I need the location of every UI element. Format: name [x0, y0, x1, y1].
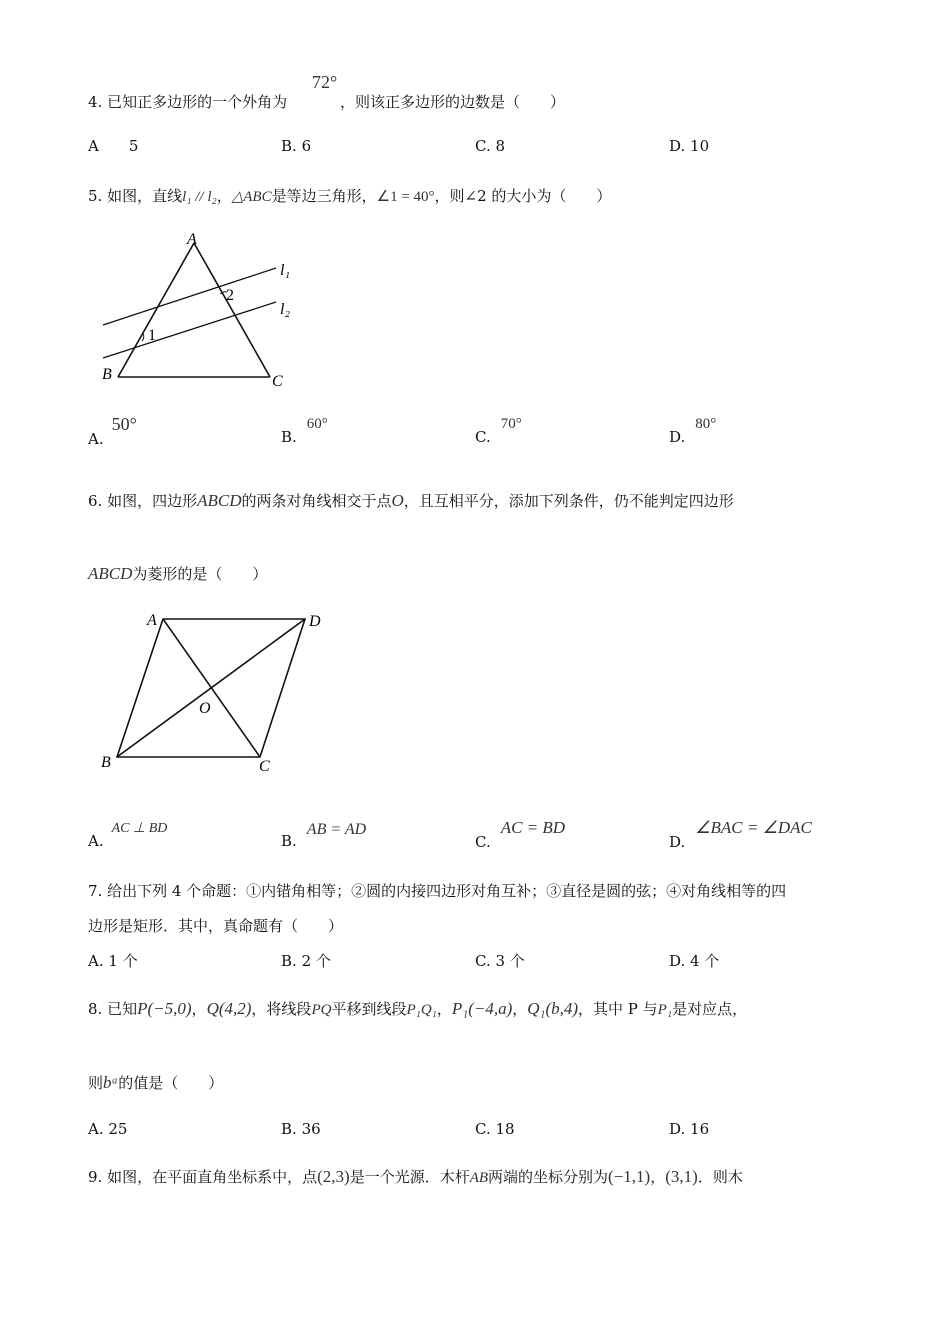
q8-option-b[interactable] — [281, 1120, 321, 1138]
q4-angle: 72° — [312, 72, 338, 92]
option-label: A. — [88, 952, 104, 970]
q8-option-c[interactable] — [475, 1120, 515, 1138]
option-label: B. — [281, 832, 297, 850]
side-ac — [194, 243, 270, 377]
q8-text-a: 已知 — [107, 1000, 138, 1018]
q4-stem — [88, 91, 287, 112]
option-label: B. — [281, 137, 297, 155]
option-label: A — [88, 137, 99, 155]
q9-coord-b: (3,1) — [665, 1167, 698, 1186]
label-b: B — [102, 366, 112, 383]
option-value: 2 个 — [301, 952, 331, 970]
option-value: ∠BAC = ∠DAC — [695, 818, 812, 837]
q5-option-b[interactable] — [281, 416, 328, 447]
q5-text-c: 是等边三角形， — [271, 187, 377, 205]
label-a: A — [187, 231, 197, 248]
option-label: C. — [475, 952, 491, 970]
q4-option-a[interactable] — [88, 137, 138, 155]
q8-line2-b: 的值是（ ） — [118, 1074, 224, 1092]
q8-point-p1: P₁(−4,a) — [451, 999, 513, 1018]
q7-option-b[interactable] — [281, 950, 331, 971]
option-label: C. — [475, 137, 491, 155]
q8-point-q: Q(4,2) — [206, 999, 252, 1018]
q9-stem — [88, 1166, 743, 1187]
q6-text-d: 为菱形的是（ ） — [132, 565, 268, 583]
q6-stem-line1 — [88, 490, 734, 511]
q9-number: 9. — [88, 1168, 103, 1186]
q5-triangle: △ABC — [231, 189, 272, 205]
q8-sep: ， — [512, 1000, 528, 1018]
side-ab — [118, 243, 194, 377]
line-l1 — [103, 268, 276, 325]
option-label: C. — [475, 428, 491, 446]
q8-sep: ， — [191, 1000, 207, 1018]
label-l2: l₂ — [280, 301, 291, 318]
label-d: D — [309, 613, 321, 630]
q8-option-d[interactable] — [669, 1120, 709, 1138]
option-value: 60° — [306, 416, 328, 432]
q7-option-a[interactable] — [88, 950, 138, 971]
option-value: 25 — [108, 1120, 128, 1138]
option-value: AC ⊥ BD — [111, 821, 168, 836]
q7-line1: 给出下列 4 个命题：①内错角相等；②圆的内接四边形对角互补；③直径是圆的弦；④对角线相等的四 — [107, 882, 787, 900]
q6-option-d[interactable] — [669, 818, 812, 852]
q8-text-e: 是对应点， — [672, 1000, 748, 1018]
label-c: C — [259, 758, 270, 775]
q8-segment-p1q1: P₁Q₁ — [406, 1002, 437, 1018]
line-l2 — [103, 302, 276, 358]
option-value: 1 个 — [108, 952, 138, 970]
option-value: 5 — [128, 137, 139, 155]
option-value: 70° — [500, 416, 522, 432]
q7-number: 7. — [88, 882, 103, 900]
q9-text-c: 两端的坐标分别为 — [488, 1168, 609, 1186]
q5-text-b: ， — [216, 187, 232, 205]
option-value: 50° — [111, 414, 137, 434]
label-o: O — [199, 700, 211, 717]
q8-point-p: P(−5,0) — [137, 999, 192, 1018]
q8-sep: ， — [436, 1000, 452, 1018]
q5-option-a[interactable] — [88, 414, 137, 449]
q6-figure — [95, 605, 340, 780]
q4-option-b[interactable] — [281, 137, 311, 155]
q8-text-c: 平移到线段 — [331, 1000, 407, 1018]
q6-option-c[interactable] — [475, 818, 566, 852]
q9-coord-a: (−1,1) — [608, 1167, 651, 1186]
q5-option-c[interactable] — [475, 416, 522, 447]
q8-stem-line1 — [88, 998, 747, 1019]
q8-point-q1: Q₁(b,4) — [527, 999, 579, 1018]
option-value: 3 个 — [495, 952, 525, 970]
q5-text-d: ，则∠2 的大小为（ ） — [434, 187, 612, 205]
q6-stem-line2 — [88, 563, 267, 584]
option-value: 80° — [695, 416, 717, 432]
q8-number: 8. — [88, 1000, 103, 1018]
q5-angle1: ∠1 = 40° — [376, 189, 435, 205]
label-c: C — [272, 373, 283, 390]
q4-text-b: ，则该正多边形的边数是（ ） — [340, 93, 566, 111]
diagonal-bd — [117, 619, 305, 757]
q6-option-a[interactable] — [88, 821, 168, 851]
q7-option-d[interactable] — [669, 950, 719, 971]
option-label: A. — [88, 430, 104, 448]
q8-text-b: ，将线段 — [251, 1000, 312, 1018]
q9-segment-ab: AB — [469, 1170, 489, 1186]
label-angle-1: 1 — [148, 327, 156, 344]
q6-quad: ABCD — [197, 491, 242, 510]
option-value: AC = BD — [500, 818, 566, 837]
q8-option-a[interactable] — [88, 1120, 127, 1138]
q6-text-c: ，且互相平分，添加下列条件，仍不能判定四边形 — [403, 492, 734, 510]
option-value: 4 个 — [690, 952, 720, 970]
option-label: B. — [281, 952, 297, 970]
option-label: D. — [669, 833, 686, 851]
option-label: D. — [669, 428, 686, 446]
q7-line2: 边形是矩形．其中，真命题有（ ） — [88, 917, 344, 935]
option-label: B. — [281, 428, 297, 446]
option-value: 10 — [690, 137, 710, 155]
option-label: D. — [669, 137, 686, 155]
option-label: C. — [475, 833, 491, 851]
option-value: 18 — [495, 1120, 515, 1138]
label-l1: l₁ — [280, 262, 291, 279]
q8-p1-label: P₁ — [657, 1002, 673, 1018]
option-value: 36 — [301, 1120, 321, 1138]
option-value: AB = AD — [306, 821, 367, 838]
option-label: C. — [475, 1120, 491, 1138]
option-value: 16 — [690, 1120, 710, 1138]
q9-text-d: ．则木 — [697, 1168, 743, 1186]
option-value: 8 — [495, 137, 506, 155]
q5-option-d[interactable] — [669, 416, 717, 447]
label-a: A — [147, 612, 157, 629]
q7-stem-line1 — [88, 880, 786, 901]
q8-expression: bᵃ — [103, 1073, 119, 1092]
q9-light-point: (2,3) — [317, 1167, 350, 1186]
q6-quad2: ABCD — [88, 564, 133, 583]
q4-text-a: 已知正多边形的一个外角为 — [107, 93, 288, 111]
q7-option-c[interactable] — [475, 950, 525, 971]
q6-text-a: 如图，四边形 — [107, 492, 198, 510]
q5-parallel: l₁ // l₂ — [182, 189, 217, 205]
option-label: A. — [88, 1120, 104, 1138]
q8-line2-a: 则 — [88, 1074, 104, 1092]
option-label: D. — [669, 1120, 686, 1138]
option-label: D. — [669, 952, 686, 970]
q5-figure — [90, 222, 310, 394]
q4-option-c[interactable] — [475, 137, 505, 155]
q5-text-a: 如图，直线 — [107, 187, 183, 205]
q9-text-a: 如图，在平面直角坐标系中，点 — [107, 1168, 318, 1186]
label-b: B — [101, 754, 111, 771]
q8-segment-pq: PQ — [311, 1002, 332, 1018]
q6-text-b: 的两条对角线相交于点 — [241, 492, 392, 510]
q9-sep: ， — [650, 1168, 666, 1186]
q5-number: 5. — [88, 187, 103, 205]
q9-text-b: 是一个光源．木杆 — [349, 1168, 470, 1186]
q8-stem-line2 — [88, 1072, 223, 1093]
q4-number: 4. — [88, 93, 103, 111]
q4-option-d[interactable] — [669, 137, 709, 155]
q6-option-b[interactable] — [281, 821, 367, 851]
option-label: A. — [88, 832, 104, 850]
label-angle-2: 2 — [226, 287, 234, 304]
option-label: B. — [281, 1120, 297, 1138]
option-value: 6 — [301, 137, 312, 155]
q5-stem — [88, 185, 611, 206]
q6-point: O — [391, 491, 404, 510]
q6-number: 6. — [88, 492, 103, 510]
q8-text-d: ，其中 P 与 — [578, 1000, 658, 1018]
